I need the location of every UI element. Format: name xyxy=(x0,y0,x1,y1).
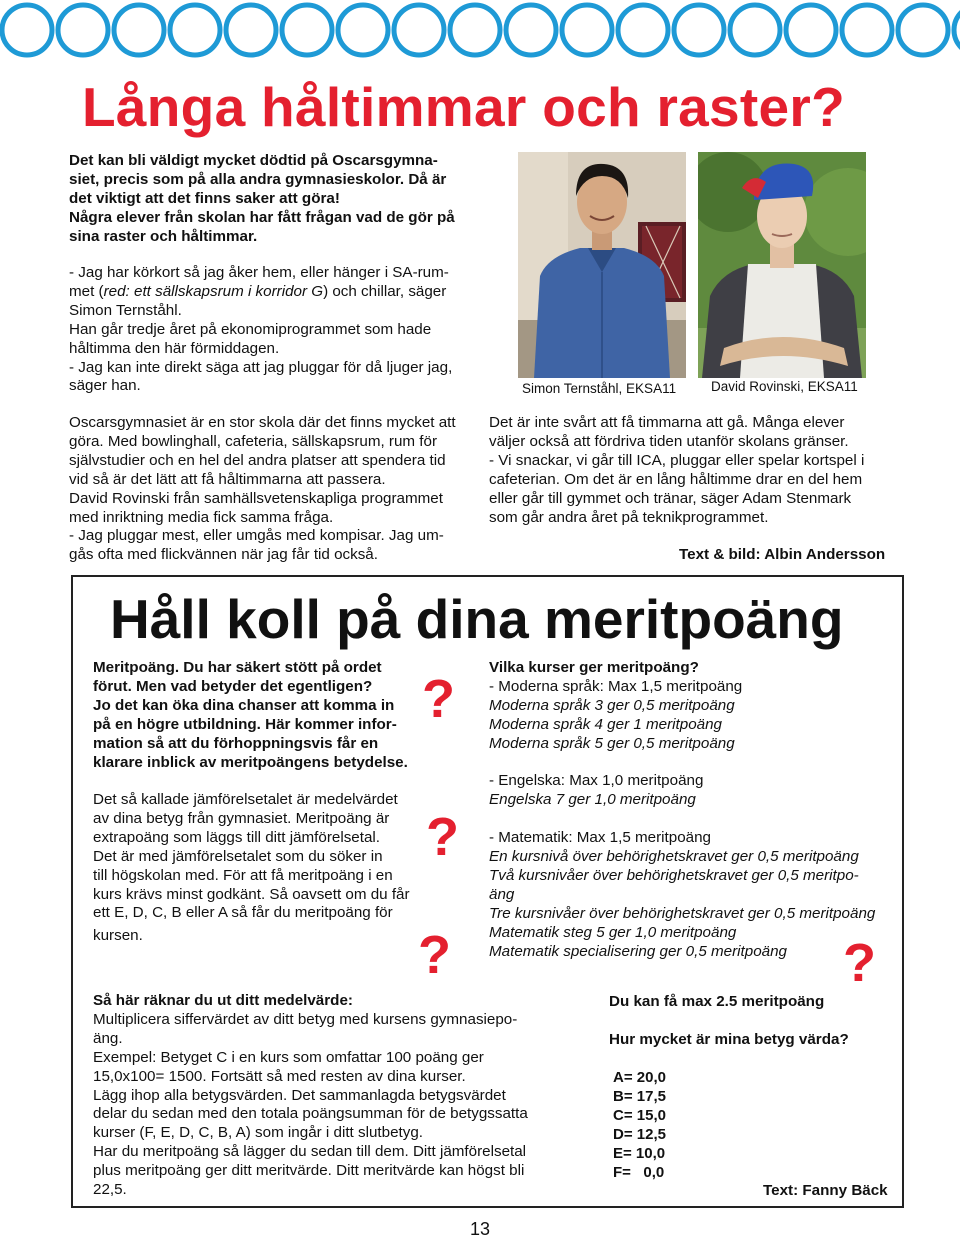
course-item: En kursnivå över behörighetskravet ger 0,5 meritpoäng xyxy=(489,848,859,866)
article-intro xyxy=(93,659,433,772)
ring-shape xyxy=(226,5,276,55)
body-line xyxy=(69,283,489,302)
article-title: Håll koll på dina meritpoäng xyxy=(110,588,844,650)
body-line: - Vi snackar, vi går till ICA, pluggar eller spelar kortspel i xyxy=(489,451,865,469)
quote-simon xyxy=(69,264,489,396)
course-item: Moderna språk 4 ger 1 meritpoäng xyxy=(489,715,723,733)
grade-table xyxy=(613,1069,666,1182)
body-line: Det är inte svårt att få timmarna att gå. Många elever xyxy=(489,414,845,431)
course-item: äng xyxy=(489,885,515,903)
body-line: till högskolan med. För att få meritpoäng i en xyxy=(93,866,393,884)
intro-line: Meritpoäng. Du har säkert stött på ordet xyxy=(93,659,382,676)
question-mark-decoration: ? xyxy=(426,807,459,867)
article-paragraph xyxy=(489,414,909,527)
ring-shape xyxy=(114,5,164,55)
intro-line: Jo det kan öka dina chanser att komma in xyxy=(93,696,395,714)
photo-caption: David Rovinski, EKSA11 xyxy=(711,379,858,394)
grade-row: B= 17,5 xyxy=(613,1087,666,1105)
article-intro xyxy=(69,152,489,247)
course-item: Matematik steg 5 ger 1,0 meritpoäng xyxy=(489,923,737,941)
body-line: delar du sedan med den totala poängsumman för de betygssatta xyxy=(93,1105,528,1123)
calculation-heading: Så här räknar du ut ditt medelvärde: xyxy=(93,992,353,1009)
intro-line: förut. Men vad betyder det egentligen? xyxy=(93,677,373,695)
question-mark-decoration: ? xyxy=(422,669,455,729)
question-mark-decoration: ? xyxy=(843,933,876,993)
grade-row: D= 12,5 xyxy=(613,1125,666,1143)
ring-shape xyxy=(674,5,724,55)
body-line: David Rovinski från samhällsvetenskapliga programmet xyxy=(69,489,443,507)
body-line: - Jag har körkort så jag åker hem, eller hänger i SA-rum- xyxy=(69,264,449,281)
body-line: ett E, D, C, B eller A så får du meritpoäng för xyxy=(93,904,393,922)
calculation-section xyxy=(93,992,563,1200)
ring-shape xyxy=(842,5,892,55)
intro-line: det viktigt att det finns saker att göra! xyxy=(69,189,340,207)
body-line: kurser (F, E, D, C, B, A) som ingår i ditt slutbetyg. xyxy=(93,1124,424,1142)
grade-row: C= 15,0 xyxy=(613,1106,666,1124)
article-title: Långa håltimmar och raster? xyxy=(82,76,846,138)
intro-line: klarare inblick av meritpoängens betydelse. xyxy=(93,753,408,771)
intro-line: på en högre utbildning. Här kommer infor- xyxy=(93,715,397,733)
intro-line: sina raster och håltimmar. xyxy=(69,227,258,245)
article-paragraph xyxy=(93,791,433,946)
body-line: säger han. xyxy=(69,377,141,395)
body-line: kursen. xyxy=(93,927,143,945)
body-line: - Jag kan inte direkt säga att jag pluggar för då ljuger jag, xyxy=(69,358,453,376)
course-item: Två kursnivåer över behörighetskravet ger 0,5 meritpo- xyxy=(489,866,859,884)
ring-shape xyxy=(58,5,108,55)
ring-shape xyxy=(730,5,780,55)
page-number: 13 xyxy=(469,1219,491,1239)
body-line: självstudier och en hel del andra platser att spendera tid xyxy=(69,451,446,469)
body-line: med inriktning media fick samma fråga. xyxy=(69,508,334,526)
grade-row: A= 20,0 xyxy=(613,1069,666,1086)
body-line: av dina betyg från gymnasiet. Meritpoäng är xyxy=(93,809,390,827)
ring-shape xyxy=(898,5,948,55)
ring-border-decoration xyxy=(0,0,960,70)
photo-simon xyxy=(518,152,686,378)
ring-shape xyxy=(282,5,332,55)
intro-line: siet, precis som på alla andra gymnasieskolor. Då är xyxy=(69,170,447,188)
body-line: Det är med jämförelsetalet som du söker in xyxy=(93,847,383,865)
ring-shape xyxy=(2,5,52,55)
ring-shape xyxy=(338,5,388,55)
body-line: plus meritpoäng ger ditt meritvärde. Ditt meritvärde kan högst bli xyxy=(93,1162,525,1180)
text-run: met ( xyxy=(69,282,104,300)
grade-worth-heading: Hur mycket är mina betyg värda? xyxy=(609,1031,849,1048)
body-line: Har du meritpoäng så lägger du sedan till dem. Ditt jämförelsetal xyxy=(93,1143,527,1161)
body-line: äng. xyxy=(93,1029,123,1047)
course-group-head: - Moderna språk: Max 1,5 meritpoäng xyxy=(489,677,743,695)
intro-line: Det kan bli väldigt mycket dödtid på Oscarsgymna- xyxy=(69,152,438,169)
body-line: kurs krävs minst godkänt. Så oavsett om du får xyxy=(93,885,410,903)
ring-shape xyxy=(170,5,220,55)
body-line: - Jag pluggar mest, eller umgås med kompisar. Jag um- xyxy=(69,527,444,545)
intro-line: Några elever från skolan har fått frågan vad de gör på xyxy=(69,208,455,226)
course-item: Moderna språk 3 ger 0,5 meritpoäng xyxy=(489,696,735,714)
ring-shape xyxy=(618,5,668,55)
editor-note: red: ett sällskapsrum i korridor G xyxy=(103,282,324,300)
photo-caption: Simon Ternståhl, EKSA11 xyxy=(522,381,677,396)
course-item: Tre kursnivåer över behörighetskravet ger 0,5 meritpoäng xyxy=(489,904,876,922)
course-group-head: - Engelska: Max 1,0 meritpoäng xyxy=(489,772,704,790)
body-line: 22,5. xyxy=(93,1181,127,1199)
max-points-note: Du kan få max 2.5 meritpoäng xyxy=(609,993,825,1010)
ring-shape xyxy=(450,5,500,55)
body-line: extrapoäng som läggs till ditt jämförelsetal. xyxy=(93,828,381,846)
ring-shape xyxy=(562,5,612,55)
text-run: ) och chillar, säger xyxy=(323,282,447,300)
body-line: väljer också att fördriva tiden utanför skolans gränser. xyxy=(489,432,849,450)
question-mark-decoration: ? xyxy=(418,925,451,985)
ring-shape xyxy=(506,5,556,55)
article-paragraph xyxy=(69,414,489,565)
courses-list xyxy=(489,659,899,961)
course-item: Matematik specialisering ger 0,5 meritpoäng xyxy=(489,942,787,960)
body-line: som går andra året på teknikprogrammet. xyxy=(489,508,769,526)
body-line: gås ofta med flickvännen när jag får tid också. xyxy=(69,546,378,564)
body-line: Multiplicera siffervärdet av ditt betyg med kursens gymnasiepo- xyxy=(93,1010,518,1028)
body-line: 15,0x100= 1500. Fortsätt så med resten av dina kurser. xyxy=(93,1067,466,1085)
courses-heading: Vilka kurser ger meritpoäng? xyxy=(489,659,699,676)
body-line: Exempel: Betyget C i en kurs som omfattar 100 poäng ger xyxy=(93,1048,484,1066)
body-line: göra. Med bowlinghall, cafeteria, sällskapsrum, rum för xyxy=(69,432,438,450)
body-line: Han går tredje året på ekonomiprogrammet som hade xyxy=(69,320,432,338)
ring-shape xyxy=(394,5,444,55)
course-group-head: - Matematik: Max 1,5 meritpoäng xyxy=(489,829,711,847)
grade-row: E= 10,0 xyxy=(613,1144,666,1162)
body-line: Lägg ihop alla betygsvärden. Det sammanlagda betygsvärdet xyxy=(93,1086,506,1104)
photo-david xyxy=(698,152,866,378)
body-line: Det så kallade jämförelsetalet är medelvärdet xyxy=(93,791,398,808)
body-line: Oscarsgymnasiet är en stor skola där det finns mycket att xyxy=(69,414,456,431)
intro-line: mation så att du förhoppningsvis får en xyxy=(93,734,379,752)
body-line: håltimma den här förmiddagen. xyxy=(69,339,280,357)
ring-shape xyxy=(954,5,960,55)
article-credit: Text: Fanny Bäck xyxy=(763,1182,888,1199)
body-line: vid så är det lätt att få håltimmarna att passera. xyxy=(69,470,386,488)
body-line: cafeterian. Om det är en lång håltimme drar en del hem xyxy=(489,470,863,488)
body-line: eller går till gymmet och tränar, säger Adam Stenmark xyxy=(489,489,852,507)
course-item: Moderna språk 5 ger 0,5 meritpoäng xyxy=(489,734,735,752)
course-item: Engelska 7 ger 1,0 meritpoäng xyxy=(489,791,696,809)
article-credit: Text & bild: Albin Andersson xyxy=(679,546,886,563)
ring-shape xyxy=(786,5,836,55)
grade-row: F= 0,0 xyxy=(613,1163,665,1181)
body-line: Simon Ternståhl. xyxy=(69,301,182,319)
